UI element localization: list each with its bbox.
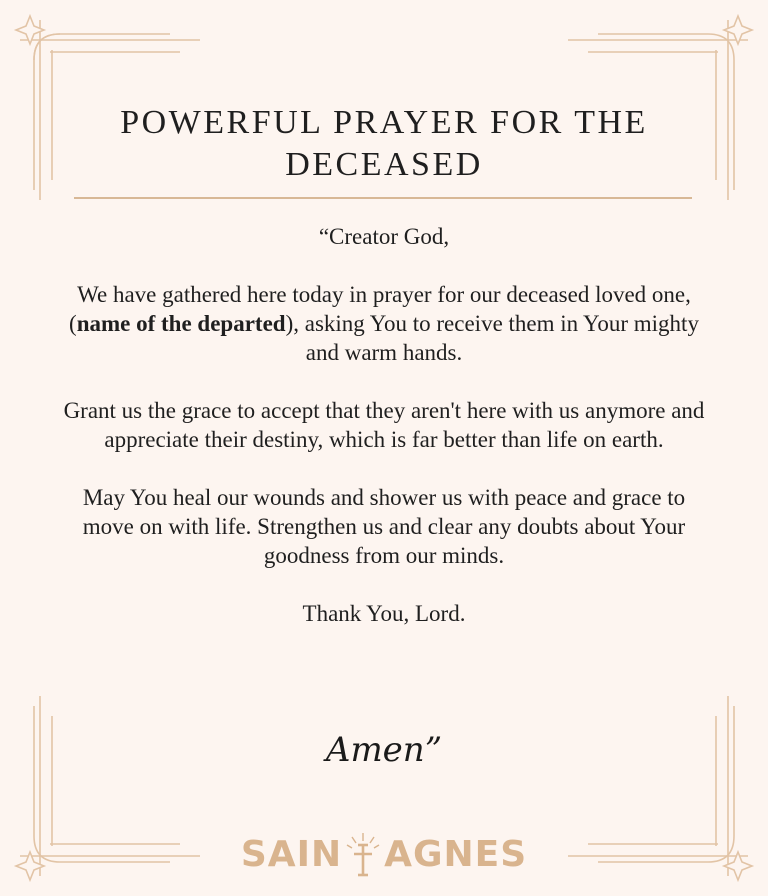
title-divider (74, 197, 692, 199)
logo-text-right: AGNES (384, 833, 528, 875)
prayer-body (60, 222, 708, 628)
logo (0, 830, 768, 878)
prayer-thanks: Thank You, Lord. (302, 601, 466, 626)
prayer-paragraph-1-end: ), asking You to receive them in Your mighty and warm hands. (285, 311, 699, 365)
prayer-greeting: “Creator God, (318, 224, 450, 249)
prayer-paragraph-1 (60, 280, 708, 367)
prayer-paragraph-3: May You heal our wounds and shower us with peace and grace to move on with life. Strengthen us and clear any doubts about Your goodness from our minds. (82, 485, 686, 568)
prayer-paragraph-2: Grant us the grace to accept that they aren't here with us anymore and appreciate their destiny, which is far better than life on earth. (63, 398, 705, 452)
page-title: POWERFUL PRAYER FOR THE DECEASED (120, 104, 648, 183)
placeholder-name: name of the departed (76, 311, 286, 336)
cross-sunburst-icon (346, 831, 380, 877)
prayer-paragraph-1-start: We have gathered here today in prayer for our deceased loved one, ( (69, 282, 691, 336)
logo-text-left: SAIN (240, 833, 343, 875)
closing-amen: Amen” (325, 730, 443, 770)
